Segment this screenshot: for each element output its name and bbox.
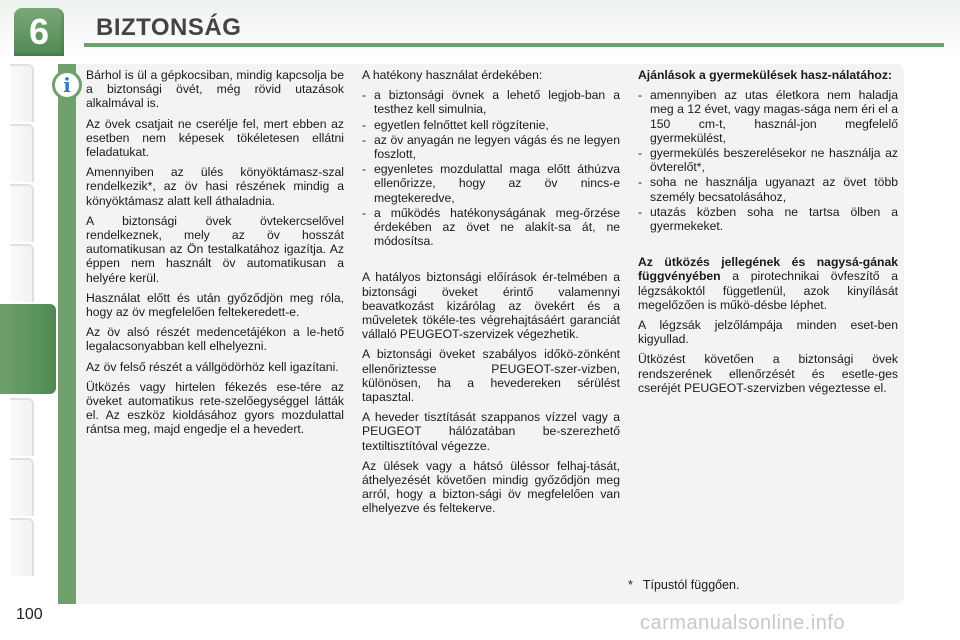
side-tab-2[interactable] [10,124,34,182]
paragraph: Ütközés vagy hirtelen fékezés ese-tére az öveket automatikus rete-szelőegységgel látták el. Az eszköz kioldásához gyors mozdulattal rántsa meg, majd engedje el a hevedert. [86,379,344,437]
chapter-number-tab[interactable]: 6 [14,8,64,56]
side-tab-active[interactable] [0,304,56,394]
header-divider [84,43,944,47]
paragraph: A biztonsági övek övtekercselővel rendelkeznek, mely az öv hosszát automatikusan az Ön testalkatához igazítja. Az éppen nem használt öv automatikusan a helyére kerül. [86,213,344,285]
footnote-marker: * [628,578,633,592]
column-middle [362,68,620,522]
footnote [628,578,739,592]
footnote-text: Típustól függően. [642,578,740,592]
paragraph: Az öv felső részét a vállgödörhöz kell igazítani. [86,359,339,374]
pretensioner-text: a pirotechnikai övfeszítő a légzsákoktól függetlenül, azok kinyílását megelőzően is műkö-désbe léphet. [638,269,898,312]
column-right [638,68,898,401]
list-item: - az öv anyagán ne legyen vágás és ne legyen foszlott, [362,133,620,161]
paragraph: Az övek csatjait ne cserélje fel, mert ebben az esetben nem képesek tökéletesen ellátni feladatukat. [86,116,344,160]
column-left [86,68,344,443]
paragraph: Bárhol is ül a gépkocsiban, mindig kapcsolja be a biztonsági övét, még rövid utazások alkalmával is. [86,68,344,111]
list-item: - utazás közben soha ne tartsa ölben a gyermekeket. [638,205,898,233]
list-item: - gyermekülés beszerelésekor ne használja az övterelőt*, [638,146,898,174]
page-title: BIZTONSÁG [96,14,242,41]
watermark: carmanualsonline.info [640,612,846,634]
list-item: - a biztonsági övnek a lehető legjob-ban a testhez kell simulnia, [362,88,620,116]
side-tab-6[interactable] [10,398,34,456]
info-icon: i [52,70,82,100]
header-band [0,0,960,56]
green-stripe [58,64,76,604]
child-seat-list [638,88,898,233]
page-number: 100 [16,606,43,623]
list-item: - amennyiben az utas életkora nem haladja meg a 12 évet, vagy magas-sága nem éri el a 150 cm-t, használ-jon megfelelő gyermekülést, [638,88,898,145]
side-tab-4[interactable] [10,244,34,302]
side-tab-1[interactable] [10,64,34,122]
list-item: - egyetlen felnőttet kell rögzítenie, [362,118,620,132]
side-tab-8[interactable] [10,518,34,576]
list-intro: A hatékony használat érdekében: [362,68,543,82]
side-tab-3[interactable] [10,184,34,242]
usage-list [362,88,620,248]
paragraph: Amennyiben az ülés könyöktámasz-szal rendelkezik*, az öv hasi részének mindig a könyöktámasz alatt kell áthaladnia. [86,165,344,208]
paragraph: Az öv alsó részét medencetájékon a le-hető legalacsonyabban kell elhelyezni. [86,325,344,354]
paragraph: Használat előtt és után győződjön meg róla, hogy az öv megfelelően feltekeredett-e. [86,290,344,320]
paragraph: Az ülések vagy a hátsó üléssor felhaj-tását, áthelyezését követően mindig győződjön meg arról, hogy a bizton-sági öv megfelelően van elhelyezve és feltekerve. [362,458,620,516]
paragraph: A heveder tisztítását szappanos vízzel vagy a PEUGEOT hálózatában be-szerezhető textiltisztítóval végezze. [362,410,620,453]
paragraph: A biztonsági öveket szabályos időkö-zönként ellenőriztesse PEUGEOT-szer-vizben, különösen, ha a hevedereken sérülést tapasztal. [362,347,620,405]
paragraph: A légzsák jelzőlámpája minden eset-ben kigyullad. [638,318,898,347]
list-item: - egyenletes mozdulattal maga előtt áthúzva ellenőrizze, hogy az öv nincs-e megtekeredve, [362,162,620,205]
section-heading: Ajánlások a gyermekülések hasz-nálatához: [638,68,893,82]
side-tab-7[interactable] [10,458,34,516]
list-item: - soha ne használja ugyanazt az övet több személy becsatolásához, [638,175,898,203]
pretensioner-bold: Az ütközés jellegének és nagysá-gának függvényében [638,255,898,284]
paragraph: A hatályos biztonsági előírások ér-telmében a biztonsági öveket érintő valamennyi beavatkozást kizárólag az övekért és a műveletek tökéle-tes végrehajtásáért garanciát vállaló PEUGEOT-szervizek végezhetik. [362,270,620,342]
paragraph: Ütközést követően a biztonsági övek rendszerének ellenőrzését és esetle-ges cseréjét PEUGEOT-szervizben végeztesse el. [638,352,898,395]
list-item: - a működés hatékonyságának meg-őrzése érdekében az övet ne alakít-sa át, ne módosítsa. [362,206,620,249]
pretensioner-paragraph [638,255,898,312]
